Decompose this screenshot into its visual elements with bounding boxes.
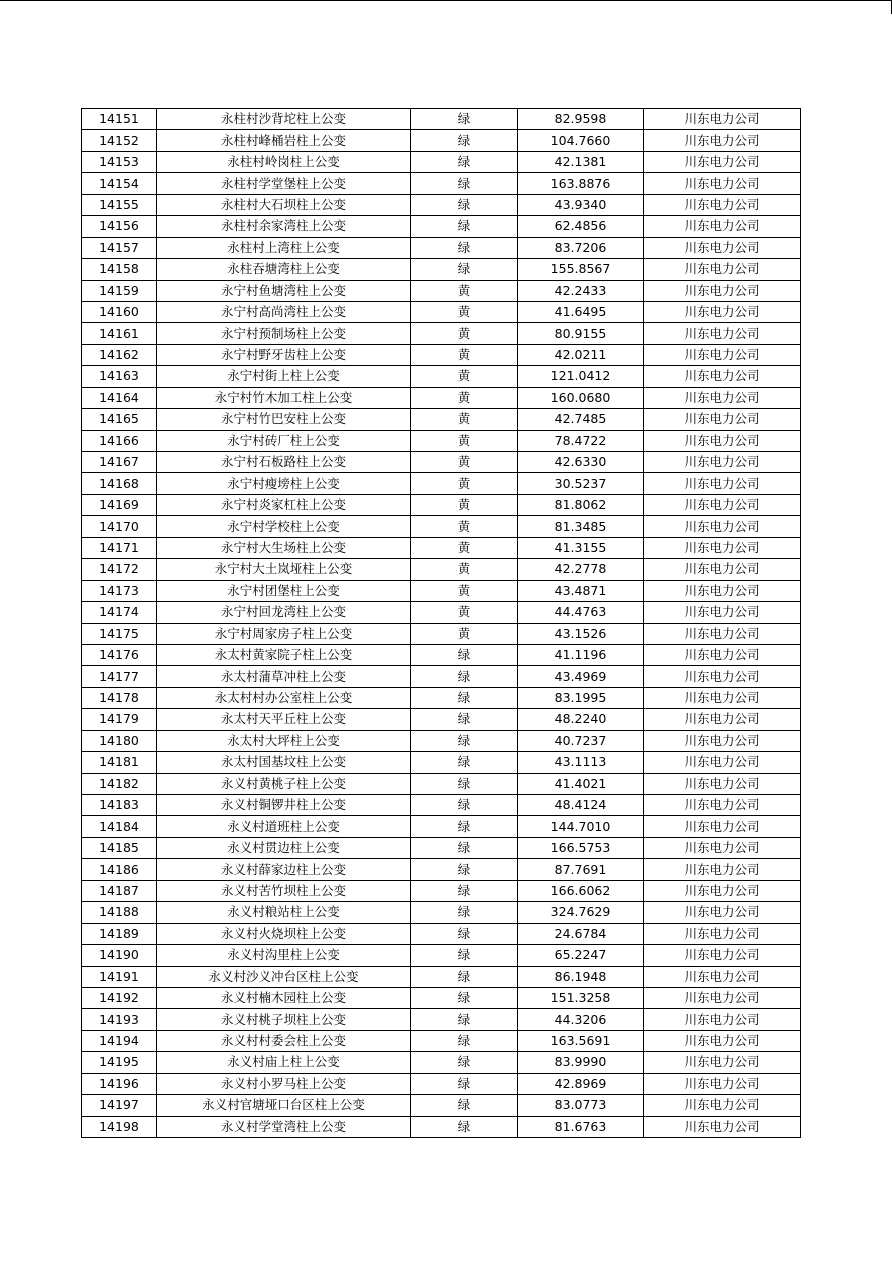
station-name-cell: 永宁村瘦塝柱上公变: [157, 473, 411, 494]
value-cell: 78.4722: [518, 430, 644, 451]
company-cell: 川东电力公司: [644, 516, 801, 537]
station-name-cell: 永宁村竹巴安柱上公变: [157, 409, 411, 430]
value-cell: 82.9598: [518, 109, 644, 130]
company-cell: 川东电力公司: [644, 194, 801, 215]
value-cell: 62.4856: [518, 216, 644, 237]
company-cell: 川东电力公司: [644, 623, 801, 644]
station-name-cell: 永义村苦竹坝柱上公变: [157, 880, 411, 901]
station-name-cell: 永柱村余家湾柱上公变: [157, 216, 411, 237]
company-cell: 川东电力公司: [644, 1009, 801, 1030]
value-cell: 83.1995: [518, 687, 644, 708]
company-cell: 川东电力公司: [644, 387, 801, 408]
status-color-cell: 绿: [411, 859, 518, 880]
row-id-cell: 14172: [82, 559, 157, 580]
table-row: [82, 344, 801, 365]
station-name-cell: 永宁村周家房子柱上公变: [157, 623, 411, 644]
row-id-cell: 14167: [82, 452, 157, 473]
company-cell: 川东电力公司: [644, 430, 801, 451]
station-name-cell: 永宁村野牙齿柱上公变: [157, 344, 411, 365]
row-id-cell: 14164: [82, 387, 157, 408]
status-color-cell: 绿: [411, 173, 518, 194]
value-cell: 44.4763: [518, 602, 644, 623]
row-id-cell: 14194: [82, 1030, 157, 1051]
company-cell: 川东电力公司: [644, 259, 801, 280]
company-cell: 川东电力公司: [644, 773, 801, 794]
table-row: [82, 1009, 801, 1030]
row-id-cell: 14162: [82, 344, 157, 365]
station-name-cell: 永义村道班柱上公变: [157, 816, 411, 837]
status-color-cell: 绿: [411, 666, 518, 687]
row-id-cell: 14180: [82, 730, 157, 751]
company-cell: 川东电力公司: [644, 923, 801, 944]
station-name-cell: 永义村小罗马柱上公变: [157, 1073, 411, 1094]
company-cell: 川东电力公司: [644, 1095, 801, 1116]
status-color-cell: 绿: [411, 194, 518, 215]
status-color-cell: 绿: [411, 966, 518, 987]
table-row: [82, 580, 801, 601]
row-id-cell: 14155: [82, 194, 157, 215]
value-cell: 86.1948: [518, 966, 644, 987]
table-row: [82, 666, 801, 687]
row-id-cell: 14190: [82, 945, 157, 966]
table-row: [82, 816, 801, 837]
table-body: [82, 109, 801, 1138]
table-row: [82, 923, 801, 944]
row-id-cell: 14156: [82, 216, 157, 237]
table-row: [82, 1030, 801, 1051]
row-id-cell: 14177: [82, 666, 157, 687]
status-color-cell: 黄: [411, 602, 518, 623]
station-name-cell: 永宁村砖厂柱上公变: [157, 430, 411, 451]
row-id-cell: 14152: [82, 130, 157, 151]
table-row: [82, 644, 801, 665]
status-color-cell: 黄: [411, 473, 518, 494]
table-row: [82, 109, 801, 130]
status-color-cell: 绿: [411, 816, 518, 837]
table-row: [82, 151, 801, 172]
table-row: [82, 837, 801, 858]
row-id-cell: 14183: [82, 795, 157, 816]
value-cell: 155.8567: [518, 259, 644, 280]
table-row: [82, 537, 801, 558]
value-cell: 43.1526: [518, 623, 644, 644]
company-cell: 川东电力公司: [644, 216, 801, 237]
status-color-cell: 绿: [411, 109, 518, 130]
status-color-cell: 黄: [411, 537, 518, 558]
status-color-cell: 绿: [411, 1009, 518, 1030]
station-name-cell: 永太村大坪柱上公变: [157, 730, 411, 751]
status-color-cell: 绿: [411, 923, 518, 944]
row-id-cell: 14181: [82, 752, 157, 773]
row-id-cell: 14195: [82, 1052, 157, 1073]
table-row: [82, 880, 801, 901]
value-cell: 166.5753: [518, 837, 644, 858]
row-id-cell: 14168: [82, 473, 157, 494]
status-color-cell: 绿: [411, 130, 518, 151]
table-row: [82, 902, 801, 923]
value-cell: 48.2240: [518, 709, 644, 730]
status-color-cell: 绿: [411, 1073, 518, 1094]
table-row: [82, 859, 801, 880]
status-color-cell: 黄: [411, 344, 518, 365]
table-row: [82, 237, 801, 258]
status-color-cell: 绿: [411, 795, 518, 816]
value-cell: 41.1196: [518, 644, 644, 665]
company-cell: 川东电力公司: [644, 945, 801, 966]
status-color-cell: 绿: [411, 687, 518, 708]
value-cell: 30.5237: [518, 473, 644, 494]
status-color-cell: 绿: [411, 752, 518, 773]
company-cell: 川东电力公司: [644, 109, 801, 130]
value-cell: 48.4124: [518, 795, 644, 816]
row-id-cell: 14178: [82, 687, 157, 708]
value-cell: 80.9155: [518, 323, 644, 344]
row-id-cell: 14191: [82, 966, 157, 987]
table-row: [82, 494, 801, 515]
value-cell: 83.7206: [518, 237, 644, 258]
status-color-cell: 黄: [411, 516, 518, 537]
company-cell: 川东电力公司: [644, 301, 801, 322]
company-cell: 川东电力公司: [644, 730, 801, 751]
company-cell: 川东电力公司: [644, 559, 801, 580]
value-cell: 81.8062: [518, 494, 644, 515]
station-name-cell: 永义村学堂湾柱上公变: [157, 1116, 411, 1137]
value-cell: 42.1381: [518, 151, 644, 172]
value-cell: 42.6330: [518, 452, 644, 473]
company-cell: 川东电力公司: [644, 880, 801, 901]
table-row: [82, 945, 801, 966]
row-id-cell: 14158: [82, 259, 157, 280]
station-name-cell: 永义村铜锣井柱上公变: [157, 795, 411, 816]
station-name-cell: 永义村火烧坝柱上公变: [157, 923, 411, 944]
status-color-cell: 黄: [411, 452, 518, 473]
station-name-cell: 永宁村团堡柱上公变: [157, 580, 411, 601]
status-color-cell: 绿: [411, 1116, 518, 1137]
table-row: [82, 452, 801, 473]
row-id-cell: 14192: [82, 987, 157, 1008]
company-cell: 川东电力公司: [644, 837, 801, 858]
company-cell: 川东电力公司: [644, 687, 801, 708]
row-id-cell: 14151: [82, 109, 157, 130]
station-name-cell: 永太村蒲草冲柱上公变: [157, 666, 411, 687]
row-id-cell: 14173: [82, 580, 157, 601]
station-name-cell: 永太村天平丘柱上公变: [157, 709, 411, 730]
status-color-cell: 绿: [411, 259, 518, 280]
status-color-cell: 黄: [411, 559, 518, 580]
value-cell: 41.3155: [518, 537, 644, 558]
station-name-cell: 永宁村高尚湾柱上公变: [157, 301, 411, 322]
row-id-cell: 14170: [82, 516, 157, 537]
station-name-cell: 永宁村学校柱上公变: [157, 516, 411, 537]
value-cell: 163.5691: [518, 1030, 644, 1051]
row-id-cell: 14165: [82, 409, 157, 430]
row-id-cell: 14179: [82, 709, 157, 730]
value-cell: 324.7629: [518, 902, 644, 923]
table-row: [82, 773, 801, 794]
table-row: [82, 1052, 801, 1073]
company-cell: 川东电力公司: [644, 752, 801, 773]
table-row: [82, 323, 801, 344]
value-cell: 43.4871: [518, 580, 644, 601]
table-row: [82, 387, 801, 408]
value-cell: 42.7485: [518, 409, 644, 430]
company-cell: 川东电力公司: [644, 323, 801, 344]
company-cell: 川东电力公司: [644, 987, 801, 1008]
status-color-cell: 黄: [411, 494, 518, 515]
company-cell: 川东电力公司: [644, 344, 801, 365]
station-name-cell: 永太村国基坟柱上公变: [157, 752, 411, 773]
row-id-cell: 14198: [82, 1116, 157, 1137]
station-name-cell: 永太村黄家院子柱上公变: [157, 644, 411, 665]
station-name-cell: 永柱村大石坝柱上公变: [157, 194, 411, 215]
company-cell: 川东电力公司: [644, 473, 801, 494]
company-cell: 川东电力公司: [644, 1052, 801, 1073]
company-cell: 川东电力公司: [644, 409, 801, 430]
status-color-cell: 绿: [411, 1052, 518, 1073]
company-cell: 川东电力公司: [644, 902, 801, 923]
status-color-cell: 绿: [411, 837, 518, 858]
status-color-cell: 绿: [411, 1095, 518, 1116]
table-row: [82, 730, 801, 751]
station-name-cell: 永义村沙义冲台区柱上公变: [157, 966, 411, 987]
row-id-cell: 14182: [82, 773, 157, 794]
status-color-cell: 黄: [411, 387, 518, 408]
status-color-cell: 绿: [411, 1030, 518, 1051]
station-name-cell: 永柱村上湾柱上公变: [157, 237, 411, 258]
row-id-cell: 14163: [82, 366, 157, 387]
status-color-cell: 绿: [411, 987, 518, 1008]
row-id-cell: 14184: [82, 816, 157, 837]
company-cell: 川东电力公司: [644, 537, 801, 558]
status-color-cell: 绿: [411, 151, 518, 172]
station-name-cell: 永太村村办公室柱上公变: [157, 687, 411, 708]
company-cell: 川东电力公司: [644, 1030, 801, 1051]
table-row: [82, 473, 801, 494]
row-id-cell: 14197: [82, 1095, 157, 1116]
station-name-cell: 永义村薛家边柱上公变: [157, 859, 411, 880]
station-name-cell: 永柱吞塘湾柱上公变: [157, 259, 411, 280]
table-row: [82, 130, 801, 151]
page-top-border: [0, 0, 892, 1]
company-cell: 川东电力公司: [644, 1073, 801, 1094]
value-cell: 24.6784: [518, 923, 644, 944]
company-cell: 川东电力公司: [644, 709, 801, 730]
station-name-cell: 永宁村竹木加工柱上公变: [157, 387, 411, 408]
station-name-cell: 永宁村大土岚垭柱上公变: [157, 559, 411, 580]
company-cell: 川东电力公司: [644, 644, 801, 665]
company-cell: 川东电力公司: [644, 366, 801, 387]
row-id-cell: 14153: [82, 151, 157, 172]
transformer-table: [81, 108, 801, 1138]
company-cell: 川东电力公司: [644, 1116, 801, 1137]
table-row: [82, 559, 801, 580]
status-color-cell: 黄: [411, 430, 518, 451]
value-cell: 163.8876: [518, 173, 644, 194]
table-row: [82, 366, 801, 387]
table-row: [82, 430, 801, 451]
row-id-cell: 14166: [82, 430, 157, 451]
station-name-cell: 永柱村峰桶岩柱上公变: [157, 130, 411, 151]
value-cell: 83.9990: [518, 1052, 644, 1073]
row-id-cell: 14171: [82, 537, 157, 558]
row-id-cell: 14157: [82, 237, 157, 258]
table-row: [82, 1116, 801, 1137]
row-id-cell: 14196: [82, 1073, 157, 1094]
company-cell: 川东电力公司: [644, 859, 801, 880]
status-color-cell: 绿: [411, 237, 518, 258]
station-name-cell: 永义村官塘垭口台区柱上公变: [157, 1095, 411, 1116]
table-row: [82, 709, 801, 730]
station-name-cell: 永义村黄桃子柱上公变: [157, 773, 411, 794]
company-cell: 川东电力公司: [644, 151, 801, 172]
row-id-cell: 14187: [82, 880, 157, 901]
table-row: [82, 259, 801, 280]
row-id-cell: 14176: [82, 644, 157, 665]
status-color-cell: 黄: [411, 301, 518, 322]
value-cell: 43.4969: [518, 666, 644, 687]
company-cell: 川东电力公司: [644, 580, 801, 601]
station-name-cell: 永柱村岭岗柱上公变: [157, 151, 411, 172]
station-name-cell: 永义村粮站柱上公变: [157, 902, 411, 923]
value-cell: 41.4021: [518, 773, 644, 794]
value-cell: 42.8969: [518, 1073, 644, 1094]
station-name-cell: 永宁村回龙湾柱上公变: [157, 602, 411, 623]
row-id-cell: 14175: [82, 623, 157, 644]
status-color-cell: 绿: [411, 709, 518, 730]
station-name-cell: 永义村庙上柱上公变: [157, 1052, 411, 1073]
company-cell: 川东电力公司: [644, 173, 801, 194]
value-cell: 121.0412: [518, 366, 644, 387]
table-row: [82, 280, 801, 301]
value-cell: 144.7010: [518, 816, 644, 837]
company-cell: 川东电力公司: [644, 280, 801, 301]
station-name-cell: 永宁村炎家杠柱上公变: [157, 494, 411, 515]
table-row: [82, 752, 801, 773]
station-name-cell: 永义村沟里柱上公变: [157, 945, 411, 966]
company-cell: 川东电力公司: [644, 494, 801, 515]
company-cell: 川东电力公司: [644, 795, 801, 816]
table-row: [82, 623, 801, 644]
table-row: [82, 516, 801, 537]
row-id-cell: 14186: [82, 859, 157, 880]
company-cell: 川东电力公司: [644, 452, 801, 473]
table-row: [82, 216, 801, 237]
company-cell: 川东电力公司: [644, 666, 801, 687]
station-name-cell: 永宁村街上柱上公变: [157, 366, 411, 387]
value-cell: 40.7237: [518, 730, 644, 751]
value-cell: 65.2247: [518, 945, 644, 966]
station-name-cell: 永宁村鱼塘湾柱上公变: [157, 280, 411, 301]
value-cell: 43.1113: [518, 752, 644, 773]
status-color-cell: 黄: [411, 623, 518, 644]
table-row: [82, 602, 801, 623]
station-name-cell: 永宁村预制场柱上公变: [157, 323, 411, 344]
company-cell: 川东电力公司: [644, 602, 801, 623]
value-cell: 87.7691: [518, 859, 644, 880]
row-id-cell: 14193: [82, 1009, 157, 1030]
value-cell: 42.0211: [518, 344, 644, 365]
value-cell: 81.3485: [518, 516, 644, 537]
row-id-cell: 14160: [82, 301, 157, 322]
value-cell: 41.6495: [518, 301, 644, 322]
value-cell: 151.3258: [518, 987, 644, 1008]
station-name-cell: 永义村村委会柱上公变: [157, 1030, 411, 1051]
table-row: [82, 795, 801, 816]
station-name-cell: 永柱村学堂堡柱上公变: [157, 173, 411, 194]
status-color-cell: 黄: [411, 280, 518, 301]
value-cell: 42.2778: [518, 559, 644, 580]
station-name-cell: 永柱村沙背坨柱上公变: [157, 109, 411, 130]
row-id-cell: 14189: [82, 923, 157, 944]
company-cell: 川东电力公司: [644, 966, 801, 987]
station-name-cell: 永宁村石板路柱上公变: [157, 452, 411, 473]
station-name-cell: 永宁村大生场柱上公变: [157, 537, 411, 558]
status-color-cell: 黄: [411, 409, 518, 430]
status-color-cell: 绿: [411, 216, 518, 237]
value-cell: 42.2433: [518, 280, 644, 301]
table-row: [82, 194, 801, 215]
row-id-cell: 14174: [82, 602, 157, 623]
table-row: [82, 173, 801, 194]
status-color-cell: 黄: [411, 323, 518, 344]
row-id-cell: 14188: [82, 902, 157, 923]
value-cell: 81.6763: [518, 1116, 644, 1137]
row-id-cell: 14169: [82, 494, 157, 515]
status-color-cell: 绿: [411, 945, 518, 966]
value-cell: 166.6062: [518, 880, 644, 901]
table-row: [82, 687, 801, 708]
table-row: [82, 409, 801, 430]
value-cell: 83.0773: [518, 1095, 644, 1116]
value-cell: 43.9340: [518, 194, 644, 215]
status-color-cell: 绿: [411, 880, 518, 901]
table-row: [82, 987, 801, 1008]
company-cell: 川东电力公司: [644, 816, 801, 837]
row-id-cell: 14159: [82, 280, 157, 301]
station-name-cell: 永义村贯边柱上公变: [157, 837, 411, 858]
table-row: [82, 966, 801, 987]
status-color-cell: 绿: [411, 773, 518, 794]
station-name-cell: 永义村楠木园柱上公变: [157, 987, 411, 1008]
company-cell: 川东电力公司: [644, 237, 801, 258]
value-cell: 160.0680: [518, 387, 644, 408]
status-color-cell: 黄: [411, 580, 518, 601]
row-id-cell: 14161: [82, 323, 157, 344]
table-row: [82, 1073, 801, 1094]
value-cell: 104.7660: [518, 130, 644, 151]
table-row: [82, 301, 801, 322]
table-row: [82, 1095, 801, 1116]
status-color-cell: 绿: [411, 730, 518, 751]
status-color-cell: 黄: [411, 366, 518, 387]
row-id-cell: 14185: [82, 837, 157, 858]
value-cell: 44.3206: [518, 1009, 644, 1030]
station-name-cell: 永义村桃子坝柱上公变: [157, 1009, 411, 1030]
row-id-cell: 14154: [82, 173, 157, 194]
status-color-cell: 绿: [411, 644, 518, 665]
company-cell: 川东电力公司: [644, 130, 801, 151]
status-color-cell: 绿: [411, 902, 518, 923]
